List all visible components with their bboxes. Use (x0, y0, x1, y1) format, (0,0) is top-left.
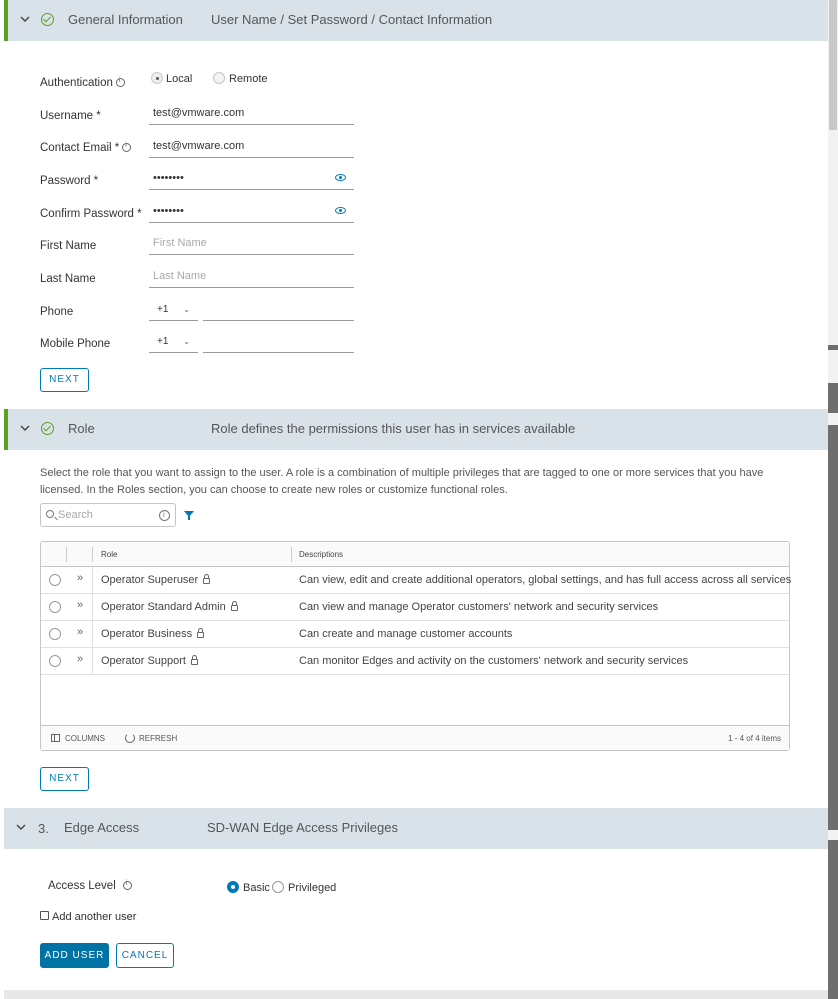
expand-icon[interactable]: » (77, 653, 84, 665)
chevron-down-icon: ⌄ (183, 337, 190, 346)
mobile-phone-input[interactable] (203, 333, 354, 353)
row-select-radio[interactable] (49, 601, 61, 613)
auth-remote-radio[interactable] (213, 72, 225, 84)
search-icon (46, 510, 54, 518)
contact-email-label: Contact Email *i (40, 142, 131, 154)
step-role-header[interactable] (4, 409, 828, 450)
auth-local-radio[interactable] (151, 72, 163, 84)
access-privileged-label: Privileged (288, 882, 337, 894)
chevron-down-icon: ⌄ (183, 305, 190, 314)
lock-icon (191, 659, 198, 665)
role-name: Operator Support (101, 655, 198, 667)
chevron-down-icon[interactable] (20, 423, 30, 433)
next-button[interactable]: NEXT (40, 368, 89, 392)
last-name-input[interactable]: Last Name (149, 268, 354, 288)
step-number: 3. (38, 821, 49, 836)
access-level-label: Access Leveli (48, 880, 132, 892)
username-input[interactable]: test@vmware.com (149, 105, 354, 125)
chevron-down-icon[interactable] (20, 14, 30, 24)
cancel-button[interactable]: CANCEL (116, 943, 174, 968)
username-label: Username * (40, 110, 101, 122)
step-general-information-header[interactable] (4, 0, 828, 41)
refresh-button[interactable]: REFRESH (139, 734, 178, 743)
role-intro-text: Select the role that you want to assign to the user. A role is a combination of multiple privileges that are tagged to one or more services that you have licensed. In the Roles section, you can choose to create new roles or customize functional roles. (40, 467, 764, 496)
check-circle-icon (41, 13, 54, 26)
confirm-password-input[interactable] (149, 203, 354, 223)
table-row[interactable] (41, 621, 789, 648)
add-another-user-checkbox[interactable] (40, 911, 49, 920)
role-description: Can view and manage Operator customers' network and security services (299, 601, 659, 613)
table-row[interactable] (41, 594, 789, 621)
eye-icon[interactable] (335, 174, 346, 181)
column-header-role[interactable]: Role (101, 550, 118, 559)
role-description: Can view, edit and create additional operators, global settings, and has full access across all services (299, 574, 792, 586)
access-basic-radio[interactable] (227, 881, 239, 893)
roles-datagrid (40, 541, 790, 751)
confirm-password-label: Confirm Password * (40, 208, 142, 220)
confirm-password-value: •••••••• (153, 205, 184, 217)
step-title: General Information (68, 12, 183, 27)
step-description: SD-WAN Edge Access Privileges (207, 820, 398, 835)
phone-code-value: +1 (157, 304, 169, 315)
column-header-descriptions[interactable]: Descriptions (299, 550, 344, 559)
columns-icon[interactable] (51, 734, 60, 742)
auth-remote-label: Remote (229, 73, 268, 85)
chevron-down-icon[interactable] (16, 822, 26, 832)
role-search-input[interactable] (40, 503, 176, 527)
role-name: Operator Superuser (101, 574, 210, 586)
check-circle-icon (41, 422, 54, 435)
next-button[interactable]: NEXT (40, 767, 89, 791)
role-name: Operator Business (101, 628, 204, 640)
mobile-country-code-select[interactable] (149, 333, 198, 353)
datagrid-footer (41, 725, 789, 750)
scrollbar-thumb[interactable] (829, 0, 837, 130)
info-icon[interactable] (116, 78, 125, 87)
access-basic-label: Basic (243, 882, 270, 894)
lock-icon (197, 632, 204, 638)
step-title: Edge Access (64, 820, 140, 835)
refresh-icon[interactable] (125, 733, 135, 743)
first-name-label: First Name (40, 240, 97, 252)
footer-divider (4, 990, 828, 999)
auth-local-label: Local (166, 73, 193, 85)
add-another-user-label: Add another user (52, 911, 137, 923)
access-privileged-radio[interactable] (272, 881, 284, 893)
columns-button[interactable]: COLUMNS (65, 734, 106, 743)
phone-input[interactable] (203, 301, 354, 321)
mobile-phone-label: Mobile Phone (40, 338, 111, 350)
row-select-radio[interactable] (49, 628, 61, 640)
search-placeholder: Search (58, 509, 93, 521)
password-input[interactable] (149, 170, 354, 190)
role-description: Can create and manage customer accounts (299, 628, 513, 640)
expand-icon[interactable]: » (77, 572, 84, 584)
password-label: Password * (40, 175, 99, 187)
expand-icon[interactable]: » (77, 599, 84, 611)
first-name-input[interactable]: First Name (149, 235, 354, 255)
role-name: Operator Standard Admin (101, 601, 238, 613)
datagrid-header (41, 542, 789, 567)
info-icon[interactable] (123, 881, 132, 890)
row-select-radio[interactable] (49, 574, 61, 586)
contact-email-input[interactable]: test@vmware.com (149, 138, 354, 158)
authentication-label: Authenticationi (40, 77, 125, 89)
eye-icon[interactable] (335, 207, 346, 214)
row-select-radio[interactable] (49, 655, 61, 667)
mobile-code-value: +1 (157, 336, 169, 347)
vertical-scrollbar[interactable] (828, 0, 838, 999)
table-row[interactable] (41, 567, 792, 594)
step-edge-access-header[interactable] (4, 808, 828, 849)
expand-icon[interactable]: » (77, 626, 84, 638)
add-user-button[interactable]: ADD USER (40, 943, 109, 968)
lock-icon (203, 578, 210, 584)
step-description: User Name / Set Password / Contact Information (211, 12, 493, 27)
phone-country-code-select[interactable] (149, 301, 198, 321)
pagination-count: 1 - 4 of 4 items (728, 734, 781, 743)
password-value: •••••••• (153, 172, 184, 184)
role-description: Can monitor Edges and activity on the customers' network and security services (299, 655, 689, 667)
step-description: Role defines the permissions this user has in services available (211, 421, 576, 436)
phone-label: Phone (40, 306, 74, 318)
info-icon[interactable] (159, 510, 170, 521)
step-title: Role (68, 421, 95, 436)
last-name-label: Last Name (40, 273, 96, 285)
info-icon[interactable] (122, 143, 131, 152)
filter-icon[interactable] (184, 511, 194, 517)
lock-icon (231, 605, 238, 611)
table-row[interactable] (41, 648, 789, 675)
